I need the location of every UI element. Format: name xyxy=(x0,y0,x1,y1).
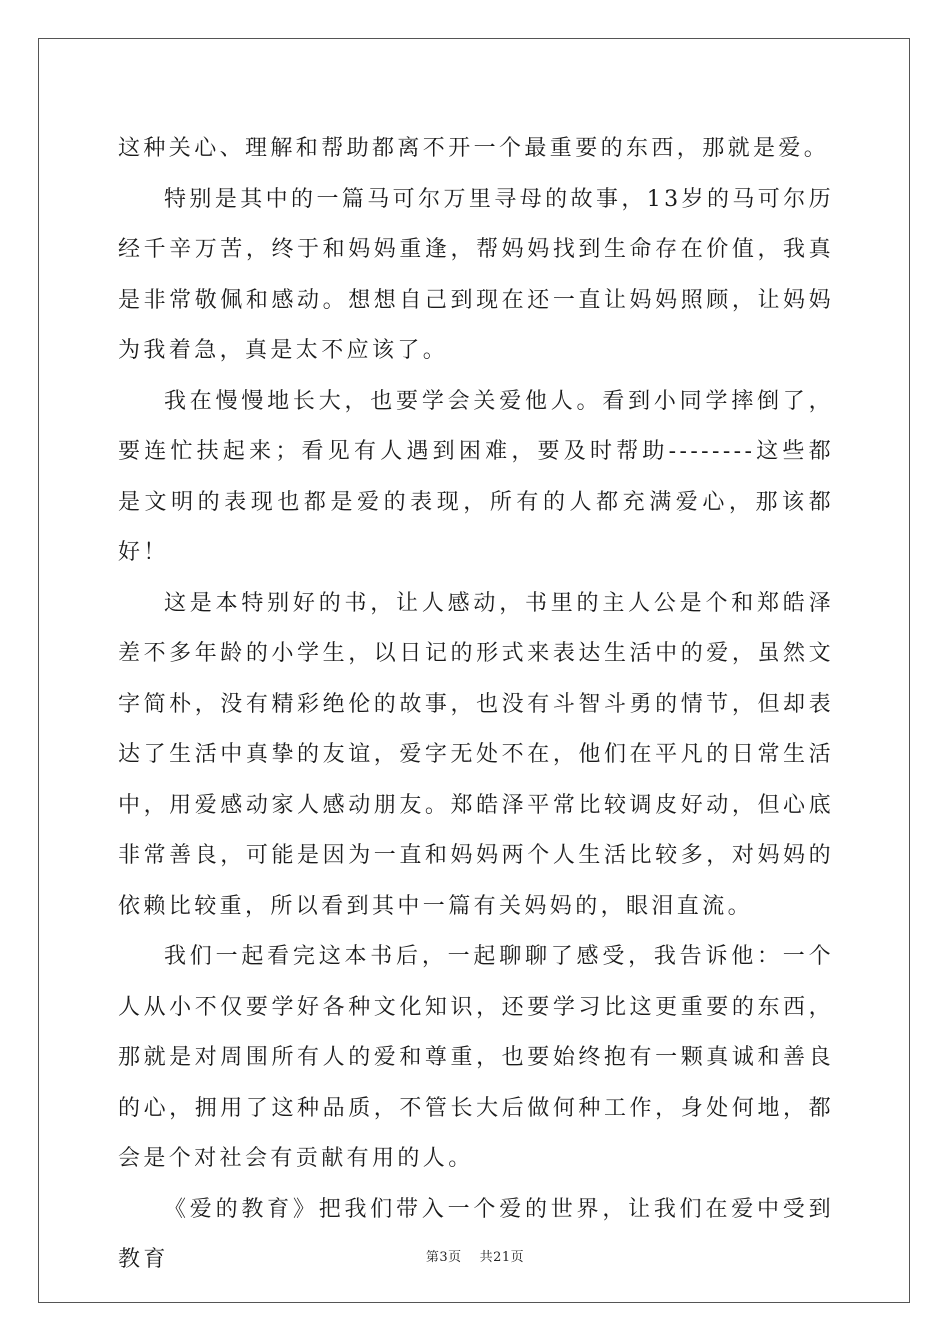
paragraph-6: 《爱的教育》把我们带入一个爱的世界，让我们在爱中受到教育 xyxy=(118,1196,834,1272)
paragraph-2: 特别是其中的一篇马可尔万里寻母的故事，13岁的马可尔历经千辛万苦，终于和妈妈重逢，帮妈妈找到生命存在价值，我真是非常敬佩和感动。想想自己到现在还一直让妈妈照顾，让妈妈为我着急，真是太不应该了。 xyxy=(118,186,834,363)
document-body xyxy=(118,124,834,1286)
paragraph-3: 我在慢慢地长大，也要学会关爱他人。看到小同学摔倒了，要连忙扶起来；看见有人遇到困难，要及时帮助--------这些都是文明的表现也都是爱的表现，所有的人都充满爱心，那该都好！ xyxy=(118,388,834,565)
paragraph-4: 这是本特别好的书，让人感动，书里的主人公是个和郑皓泽差不多年龄的小学生，以日记的形式来表达生活中的爱，虽然文字简朴，没有精彩绝伦的故事，也没有斗智斗勇的情节，但却表达了生活中真挚的友谊，爱字无处不在，他们在平凡的日常生活中，用爱感动家人感动朋友。郑皓泽平常比较调皮好动，但心底非常善良，可能是因为一直和妈妈两个人生活比较多，对妈妈的依赖比较重，所以看到其中一篇有关妈妈的，眼泪直流。 xyxy=(118,590,834,919)
page-total: 共21页 xyxy=(479,1250,525,1265)
paragraph-1: 这种关心、理解和帮助都离不开一个最重要的东西，那就是爱。 xyxy=(118,136,830,161)
paragraph-5: 我们一起看完这本书后，一起聊聊了感受，我告诉他：一个人从小不仅要学好各种文化知识，还要学习比这更重要的东西，那就是对周围所有人的爱和尊重，也要始终抱有一颗真诚和善良的心，拥用了这种品质，不管长大后做何种工作，身处何地，都会是个对社会有贡献有用的人。 xyxy=(118,944,834,1171)
page-number: 第3页 xyxy=(425,1250,462,1265)
page-footer xyxy=(0,1246,950,1265)
